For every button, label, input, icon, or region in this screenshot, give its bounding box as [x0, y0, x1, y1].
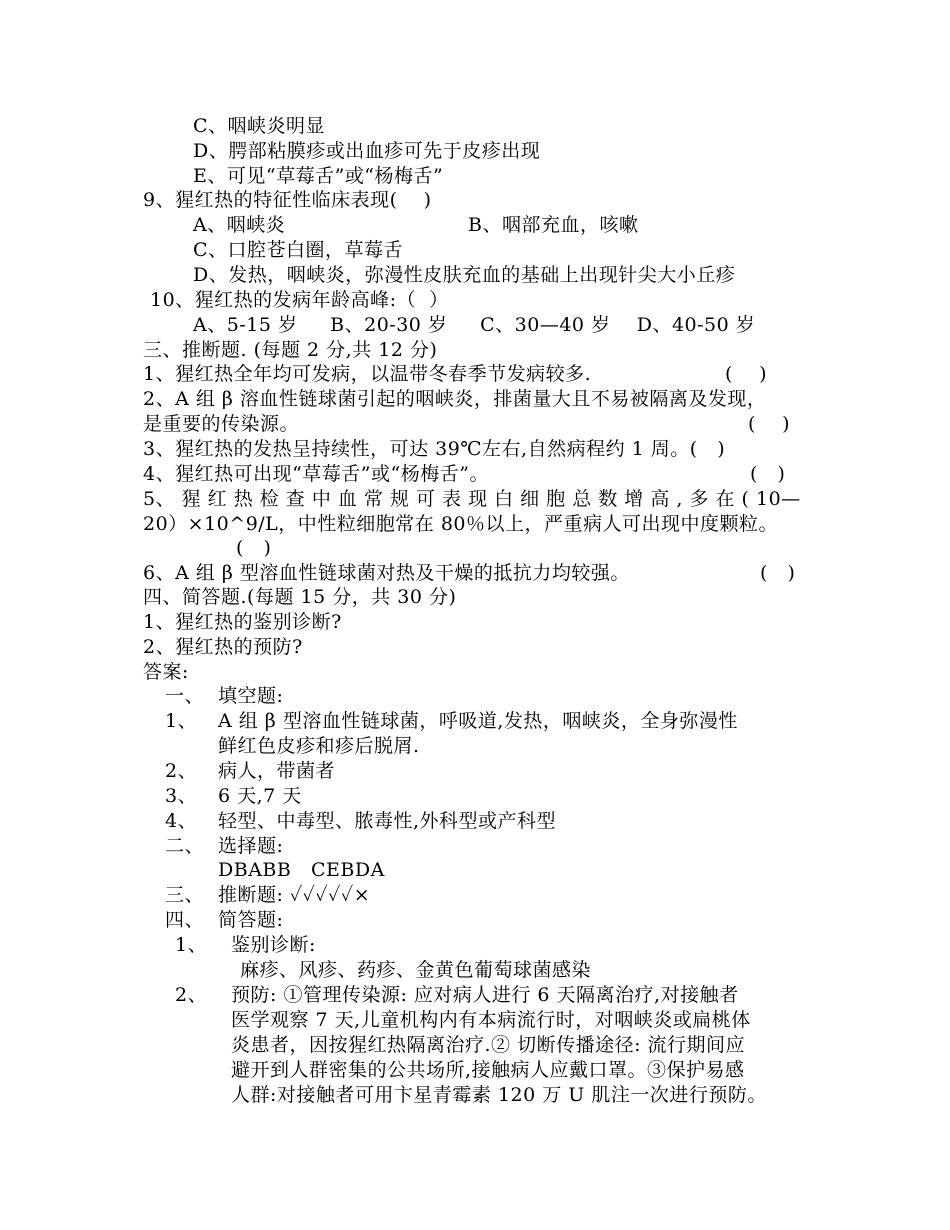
- q10-options: A、5-15 岁 B、20-30 岁 C、30—40 岁 D、40-50 岁: [193, 314, 756, 336]
- q8-option-d: D、腭部粘膜疹或出血疹可先于皮疹出现: [193, 140, 541, 162]
- s3-question-1: 1、猩红热全年均可发病，以温带冬春季节发病较多.: [143, 363, 592, 385]
- answer-s2-value: DBABB CEBDA: [218, 859, 385, 881]
- q9-stem: 9、猩红热的特征性临床表现( ): [143, 189, 432, 211]
- section4-heading: 四、简答题.(每题 15 分，共 30 分): [143, 586, 457, 608]
- answer-s3-number: 三、: [165, 884, 205, 906]
- q8-option-e: E、可见“草莓舌”或“杨梅舌”: [193, 165, 444, 187]
- answer-b2-line2: 医学观察 7 天,儿童机构内有本病流行时，对咽峡炎或扁桃体: [231, 1009, 751, 1031]
- answer-b2-line5: 人群:对接触者可用卞星青霉素 120 万 U 肌注一次进行预防。: [231, 1084, 767, 1106]
- answer-b1-text: 麻疹、风疹、药疹、金黄色葡萄球菌感染: [240, 959, 592, 981]
- s3-question-5-cont: 20）×10^9/L，中性粒细胞常在 80％以上，严重病人可出现中度颗粒。: [143, 513, 779, 535]
- answer-s4-number: 四、: [165, 909, 205, 931]
- s3-question-5: 5、 猩 红 热 检 查 中 血 常 规 可 表 现 白 细 胞 总 数 增 高 , 多 在 ( 10—: [143, 488, 801, 510]
- answer-1-line2: 鲜红色皮疹和疹后脱屑.: [218, 735, 420, 757]
- s3-blank-2: ( ): [748, 413, 790, 435]
- s3-question-3: 3、猩红热的发热呈持续性，可达 39℃左右,自然病程约 1 周。( ): [143, 438, 726, 460]
- answer-b2-number: 2、: [175, 984, 208, 1006]
- answer-4-number: 4、: [165, 810, 198, 832]
- s3-question-4: 4、猩红热可出现“草莓舌”或“杨梅舌”。: [143, 463, 489, 485]
- answer-b2-line4: 避开到人群密集的公共场所,接触病人应戴口罩。③保护易感: [231, 1059, 745, 1081]
- s3-blank-4: ( ): [750, 463, 786, 485]
- q9-option-d: D、发热，咽峡炎，弥漫性皮肤充血的基础上出现针尖大小丘疹: [193, 264, 736, 286]
- answer-1-line1: A 组 β 型溶血性链球菌，呼吸道,发热，咽峡炎，全身弥漫性: [218, 710, 738, 732]
- answer-s3-title: 推断题: ✓✓✓✓✓×: [218, 884, 371, 906]
- section3-heading: 三、推断题. (每题 2 分,共 12 分): [143, 339, 438, 361]
- s3-question-2-cont: 是重要的传染源。: [143, 413, 300, 435]
- s4-question-2: 2、猩红热的预防?: [143, 636, 303, 658]
- answer-3-text: 6 天,7 天: [218, 785, 302, 807]
- answer-s1-title: 填空题:: [218, 685, 284, 707]
- answer-4-text: 轻型、中毒型、脓毒性,外科型或产科型: [218, 810, 557, 832]
- answer-s1-number: 一、: [165, 685, 205, 707]
- answer-2-text: 病人，带菌者: [218, 760, 336, 782]
- s3-blank-6: ( ): [760, 562, 796, 584]
- s3-blank-5: ( ): [236, 537, 272, 559]
- answer-3-number: 3、: [165, 785, 198, 807]
- answer-b2-line1: 预防: ①管理传染源: 应对病人进行 6 天隔离治疗,对接触者: [231, 984, 739, 1006]
- s3-blank-1: ( ): [725, 363, 767, 385]
- q10-stem: 10、猩红热的发病年龄高峰:（ ）: [150, 289, 449, 311]
- answer-s2-number: 二、: [165, 835, 205, 857]
- answer-s2-title: 选择题:: [218, 835, 284, 857]
- s4-question-1: 1、猩红热的鉴别诊断?: [143, 611, 342, 633]
- answer-b1-number: 1、: [175, 934, 208, 956]
- q9-option-a: A、咽峡炎: [193, 214, 286, 236]
- answer-1-number: 1、: [165, 710, 198, 732]
- answer-s4-title: 简答题:: [218, 909, 284, 931]
- s3-question-2: 2、A 组 β 溶血性链球菌引起的咽峡炎，排菌量大且不易被隔离及发现，: [143, 388, 767, 410]
- q9-option-c: C、口腔苍白圈，草莓舌: [193, 239, 404, 261]
- q8-option-c: C、咽峡炎明显: [193, 115, 326, 137]
- s3-question-6: 6、A 组 β 型溶血性链球菌对热及干燥的抵抗力均较强。: [143, 562, 630, 584]
- answer-2-number: 2、: [165, 760, 198, 782]
- answers-label: 答案:: [143, 661, 189, 683]
- answer-b2-line3: 炎患者，因按猩红热隔离治疗.② 切断传播途径: 流行期间应: [231, 1034, 746, 1056]
- answer-b1-title: 鉴别诊断:: [231, 934, 316, 956]
- q9-option-b: B、咽部充血，咳嗽: [468, 214, 639, 236]
